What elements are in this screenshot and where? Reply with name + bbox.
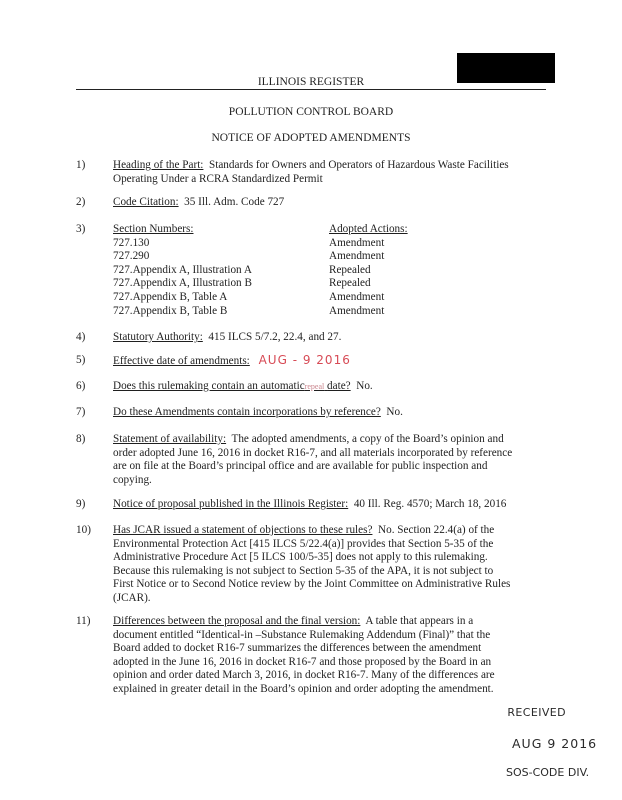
- received-date-stamp: AUG 9 2016: [512, 736, 598, 751]
- item-text: order adopted June 16, 2016 in docket R16-7, and all materials incorporated by reference: [113, 446, 513, 459]
- item-text: Standards for Owners and Operators of Hazardous Waste Facilities: [209, 159, 509, 171]
- item-label: Do these Amendments contain incorporations by reference?: [113, 406, 381, 418]
- item-label: Code Citation:: [113, 196, 179, 208]
- notice-title: NOTICE OF ADOPTED AMENDMENTS: [211, 132, 411, 144]
- item-number: 8): [76, 433, 86, 445]
- adopted-action: Amendment: [329, 304, 385, 317]
- item-number: 5): [76, 354, 86, 366]
- item-label: Does this rulemaking contain an automaticrepeal date?: [113, 380, 351, 392]
- adopted-action: Amendment: [329, 290, 385, 303]
- item-number: 9): [76, 498, 86, 510]
- item-text: copying.: [113, 473, 152, 486]
- item-label: Heading of the Part:: [113, 159, 204, 171]
- sections-heading: Section Numbers:: [113, 223, 194, 235]
- adopted-action: Amendment: [329, 236, 385, 249]
- section-number: 727.Appendix B, Table A: [113, 290, 228, 303]
- section-number: 727.Appendix A, Illustration A: [113, 263, 252, 276]
- adopted-action: Repealed: [329, 263, 371, 276]
- item-number: 3): [76, 223, 86, 235]
- board-name: POLLUTION CONTROL BOARD: [228, 106, 394, 118]
- section-number: 727.Appendix B, Table B: [113, 304, 228, 317]
- actions-heading: Adopted Actions:: [329, 223, 408, 235]
- section-number: 727.290: [113, 250, 150, 263]
- item-text: are on file at the Board’s principal office and are available for public inspection and: [113, 460, 488, 473]
- item-text: First Notice or to Second Notice review by the Joint Committee on Administrative Rules: [113, 578, 511, 591]
- item-number: 2): [76, 196, 86, 208]
- item-text: Environmental Protection Act [415 ILCS 5/22.4(a)] provides that Section 5-35 of the: [113, 537, 494, 550]
- item-number: 11): [76, 615, 91, 627]
- received-division-stamp: SOS-CODE DIV.: [506, 766, 590, 779]
- item-number: 6): [76, 380, 86, 392]
- section-number: 727.Appendix A, Illustration B: [113, 277, 252, 290]
- item-label: Differences between the proposal and the final version:: [113, 615, 361, 627]
- item-number: 10): [76, 524, 91, 536]
- item-number: 1): [76, 159, 86, 171]
- item-text: explained in greater detail in the Board’s opinion and order adopting the amendment.: [113, 682, 494, 695]
- item-text: The adopted amendments, a copy of the Board’s opinion and: [231, 433, 504, 445]
- item-text: Operating Under a RCRA Standardized Permit: [113, 172, 323, 185]
- register-header: ILLINOIS REGISTER: [76, 75, 546, 90]
- item-text: A table that appears in a: [365, 615, 474, 627]
- item-answer: No.: [356, 380, 373, 392]
- item-text: 415 ILCS 5/7.2, 22.4, and 27.: [208, 331, 342, 343]
- item-label: Notice of proposal published in the Illinois Register:: [113, 498, 349, 510]
- item-number: 4): [76, 331, 86, 343]
- item-text: adopted in the June 16, 2016 in docket R16-7 and those proposed by the Board in an: [113, 655, 492, 668]
- item-answer: No.: [386, 406, 403, 418]
- item-number: 7): [76, 406, 86, 418]
- item-label: Statement of availability:: [113, 433, 227, 445]
- item-text: (JCAR).: [113, 591, 151, 604]
- item-text: opinion and order dated March 3, 2016, in docket R16-7. Many of the differences are: [113, 669, 495, 682]
- item-text: 40 Ill. Reg. 4570; March 18, 2016: [353, 498, 507, 510]
- item-text: 35 Ill. Adm. Code 727: [184, 196, 285, 208]
- item-label: Statutory Authority:: [113, 331, 203, 343]
- adopted-action: Repealed: [329, 277, 371, 290]
- item-text: document entitled “Identical-in –Substance Rulemaking Addendum (Final)” that the: [113, 628, 491, 641]
- ghost-text: repeal: [304, 382, 325, 391]
- item-label: Has JCAR issued a statement of objections to these rules?: [113, 524, 373, 536]
- item-text: Because this rulemaking is not subject to Section 5-35 of the APA, it is not subject to: [113, 564, 494, 577]
- item-label: Effective date of amendments:: [113, 355, 250, 367]
- effective-date-stamp: AUG - 9 2016: [258, 353, 351, 367]
- item-text: Board added to docket R16-7 summarizes the differences between the amendment: [113, 642, 482, 655]
- item-text: Administrative Procedure Act [5 ILCS 100/5-35] does not apply to this rulemaking.: [113, 551, 488, 564]
- adopted-action: Amendment: [329, 250, 385, 263]
- received-stamp: RECEIVED: [507, 706, 566, 719]
- section-number: 727.130: [113, 236, 150, 249]
- item-text: No. Section 22.4(a) of the: [378, 524, 495, 536]
